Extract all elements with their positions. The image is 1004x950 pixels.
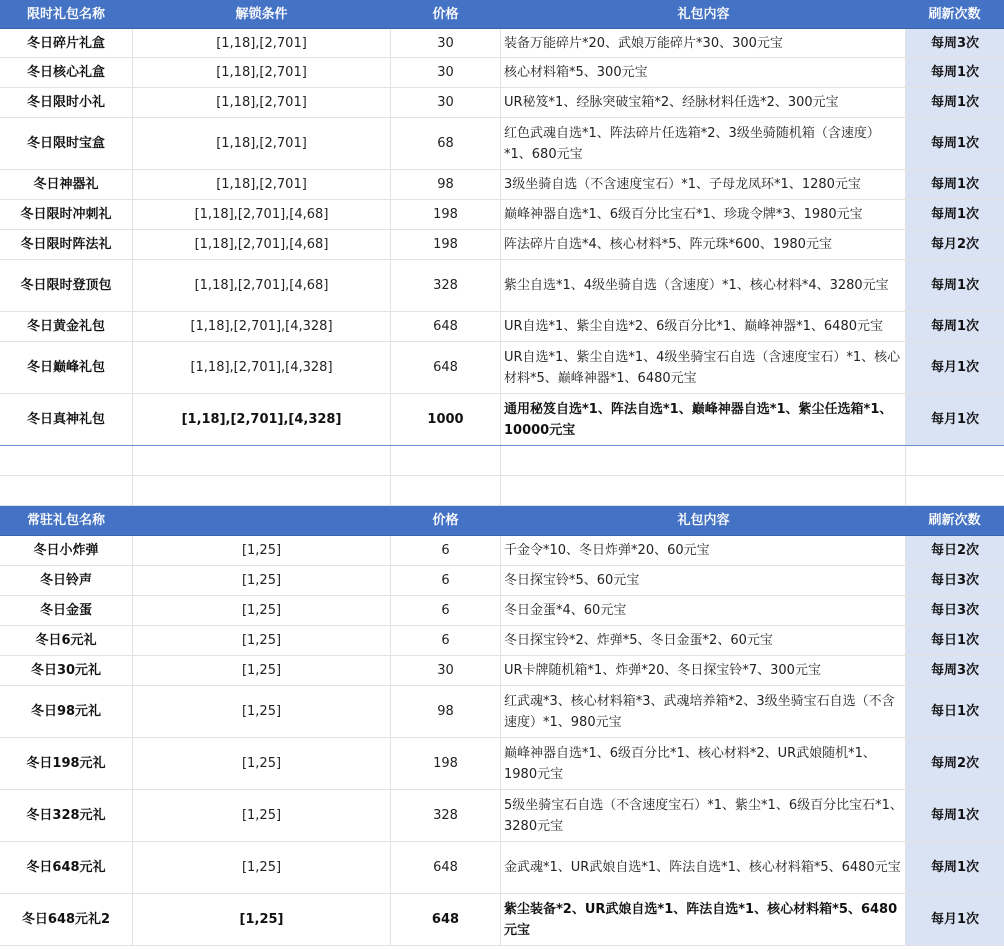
- pack-name-cell[interactable]: 冬日黄金礼包: [0, 312, 133, 341]
- unlock-cell[interactable]: [1,25]: [133, 738, 391, 789]
- table-row: [0, 118, 1004, 170]
- refresh-cell[interactable]: 每周1次: [906, 790, 1004, 841]
- pack-name-cell[interactable]: 冬日小炸弹: [0, 536, 133, 565]
- unlock-cell[interactable]: [1,18],[2,701]: [133, 29, 391, 57]
- pack-name-cell[interactable]: 冬日限时小礼: [0, 88, 133, 117]
- unlock-cell[interactable]: [1,25]: [133, 686, 391, 737]
- unlock-cell[interactable]: [1,18],[2,701],[4,328]: [133, 394, 391, 445]
- refresh-cell[interactable]: 每日1次: [906, 626, 1004, 655]
- header-content[interactable]: 礼包内容: [501, 0, 906, 28]
- table-row: [0, 842, 1004, 894]
- table-row: [0, 200, 1004, 230]
- unlock-cell[interactable]: [1,18],[2,701]: [133, 170, 391, 199]
- pack-name-cell[interactable]: 冬日648元礼: [0, 842, 133, 893]
- refresh-cell[interactable]: 每周1次: [906, 200, 1004, 229]
- table-row: [0, 738, 1004, 790]
- content-cell[interactable]: 巅峰神器自选*1、6级百分比宝石*1、珍珑令牌*3、1980元宝: [501, 200, 906, 229]
- content-cell[interactable]: 冬日探宝铃*2、炸弹*5、冬日金蛋*2、60元宝: [501, 626, 906, 655]
- header-pack-name[interactable]: 限时礼包名称: [0, 0, 133, 28]
- pack-name-cell[interactable]: 冬日98元礼: [0, 686, 133, 737]
- pack-name-cell[interactable]: 冬日6元礼: [0, 626, 133, 655]
- header-unlock-condition[interactable]: 解锁条件: [133, 0, 391, 28]
- empty-row: [0, 476, 1004, 506]
- pack-name-cell[interactable]: 冬日金蛋: [0, 596, 133, 625]
- content-cell[interactable]: 千金令*10、冬日炸弹*20、60元宝: [501, 536, 906, 565]
- price-cell[interactable]: 1000: [391, 394, 501, 445]
- content-cell[interactable]: UR自选*1、紫尘自选*2、6级百分比*1、巅峰神器*1、6480元宝: [501, 312, 906, 341]
- empty-cell[interactable]: [501, 476, 906, 505]
- content-cell[interactable]: UR秘笈*1、经脉突破宝箱*2、经脉材料任选*2、300元宝: [501, 88, 906, 117]
- pack-name-cell[interactable]: 冬日巅峰礼包: [0, 342, 133, 393]
- refresh-cell[interactable]: 每日3次: [906, 596, 1004, 625]
- pack-name-cell[interactable]: 冬日限时阵法礼: [0, 230, 133, 259]
- price-cell[interactable]: 6: [391, 536, 501, 565]
- content-cell[interactable]: 装备万能碎片*20、武娘万能碎片*30、300元宝: [501, 29, 906, 57]
- header-refresh[interactable]: 刷新次数: [906, 506, 1004, 535]
- price-cell[interactable]: 198: [391, 230, 501, 259]
- content-cell[interactable]: 紫尘装备*2、UR武娘自选*1、阵法自选*1、核心材料箱*5、6480元宝: [501, 894, 906, 945]
- table-row: [0, 58, 1004, 88]
- pack-name-cell[interactable]: 冬日648元礼2: [0, 894, 133, 945]
- refresh-cell[interactable]: 每日2次: [906, 536, 1004, 565]
- header-price[interactable]: 价格: [391, 0, 501, 28]
- refresh-cell[interactable]: 每月1次: [906, 894, 1004, 945]
- pack-name-cell[interactable]: 冬日198元礼: [0, 738, 133, 789]
- table-row: [0, 88, 1004, 118]
- table-row: [0, 170, 1004, 200]
- content-cell[interactable]: 冬日探宝铃*5、60元宝: [501, 566, 906, 595]
- content-cell[interactable]: 巅峰神器自选*1、6级百分比*1、核心材料*2、UR武娘随机*1、1980元宝: [501, 738, 906, 789]
- unlock-cell[interactable]: [1,25]: [133, 626, 391, 655]
- price-cell[interactable]: 30: [391, 58, 501, 87]
- refresh-cell[interactable]: 每月1次: [906, 394, 1004, 445]
- header-refresh[interactable]: 刷新次数: [906, 0, 1004, 28]
- price-cell[interactable]: 68: [391, 118, 501, 169]
- price-cell[interactable]: 6: [391, 596, 501, 625]
- unlock-cell[interactable]: [1,18],[2,701],[4,68]: [133, 200, 391, 229]
- empty-cell[interactable]: [0, 446, 133, 475]
- table-row: [0, 260, 1004, 312]
- pack-name-cell[interactable]: 冬日328元礼: [0, 790, 133, 841]
- refresh-cell[interactable]: 每周1次: [906, 842, 1004, 893]
- empty-row: [0, 446, 1004, 476]
- table-row: [0, 656, 1004, 686]
- content-cell[interactable]: 3级坐骑自选（不含速度宝石）*1、子母龙凤环*1、1280元宝: [501, 170, 906, 199]
- empty-cell[interactable]: [391, 446, 501, 475]
- price-cell[interactable]: 30: [391, 29, 501, 57]
- price-cell[interactable]: 30: [391, 88, 501, 117]
- content-cell[interactable]: 红武魂*3、核心材料箱*3、武魂培养箱*2、3级坐骑宝石自选（不含速度）*1、980元宝: [501, 686, 906, 737]
- table-row: [0, 790, 1004, 842]
- empty-cell[interactable]: [501, 446, 906, 475]
- price-cell[interactable]: 6: [391, 626, 501, 655]
- table-row: [0, 230, 1004, 260]
- pack-name-cell[interactable]: 冬日30元礼: [0, 656, 133, 685]
- pack-name-cell[interactable]: 冬日铃声: [0, 566, 133, 595]
- table-row: [0, 596, 1004, 626]
- unlock-cell[interactable]: [1,18],[2,701],[4,68]: [133, 260, 391, 311]
- pack-name-cell[interactable]: 冬日真神礼包: [0, 394, 133, 445]
- empty-cell[interactable]: [391, 476, 501, 505]
- content-cell[interactable]: UR自选*1、紫尘自选*1、4级坐骑宝石自选（含速度宝石）*1、核心材料*5、巅峰神器*1、6480元宝: [501, 342, 906, 393]
- table-row: [0, 536, 1004, 566]
- unlock-cell[interactable]: [1,18],[2,701],[4,328]: [133, 312, 391, 341]
- pack-name-cell[interactable]: 冬日神器礼: [0, 170, 133, 199]
- refresh-cell[interactable]: 每日3次: [906, 566, 1004, 595]
- unlock-cell[interactable]: [1,25]: [133, 790, 391, 841]
- content-cell[interactable]: 通用秘笈自选*1、阵法自选*1、巅峰神器自选*1、紫尘任选箱*1、10000元宝: [501, 394, 906, 445]
- table-row: [0, 312, 1004, 342]
- content-cell[interactable]: 阵法碎片自选*4、核心材料*5、阵元珠*600、1980元宝: [501, 230, 906, 259]
- empty-cell[interactable]: [0, 476, 133, 505]
- price-cell[interactable]: 6: [391, 566, 501, 595]
- pack-name-cell[interactable]: 冬日碎片礼盒: [0, 29, 133, 57]
- table-row: [0, 626, 1004, 656]
- refresh-cell[interactable]: 每周2次: [906, 738, 1004, 789]
- price-cell[interactable]: 98: [391, 686, 501, 737]
- refresh-cell[interactable]: 每周3次: [906, 656, 1004, 685]
- refresh-cell[interactable]: 每周1次: [906, 260, 1004, 311]
- table1-header-row: [0, 0, 1004, 29]
- pack-name-cell[interactable]: 冬日核心礼盒: [0, 58, 133, 87]
- pack-name-cell[interactable]: 冬日限时登顶包: [0, 260, 133, 311]
- refresh-cell[interactable]: 每日1次: [906, 686, 1004, 737]
- refresh-cell[interactable]: 每月2次: [906, 230, 1004, 259]
- header-price[interactable]: 价格: [391, 506, 501, 535]
- table-row: [0, 686, 1004, 738]
- unlock-cell[interactable]: [1,25]: [133, 536, 391, 565]
- refresh-cell[interactable]: 每周1次: [906, 170, 1004, 199]
- refresh-cell[interactable]: 每周1次: [906, 58, 1004, 87]
- content-cell[interactable]: 核心材料箱*5、300元宝: [501, 58, 906, 87]
- price-cell[interactable]: 648: [391, 894, 501, 945]
- table-row: [0, 566, 1004, 596]
- unlock-cell[interactable]: [1,18],[2,701]: [133, 118, 391, 169]
- refresh-cell[interactable]: 每周1次: [906, 118, 1004, 169]
- unlock-cell[interactable]: [1,25]: [133, 894, 391, 945]
- unlock-cell[interactable]: [1,25]: [133, 842, 391, 893]
- price-cell[interactable]: 648: [391, 342, 501, 393]
- price-cell[interactable]: 198: [391, 738, 501, 789]
- header-content[interactable]: 礼包内容: [501, 506, 906, 535]
- pack-name-cell[interactable]: 冬日限时冲刺礼: [0, 200, 133, 229]
- table2-header-row: [0, 506, 1004, 536]
- header-unlock-condition[interactable]: [133, 506, 391, 535]
- price-cell[interactable]: 98: [391, 170, 501, 199]
- unlock-cell[interactable]: [1,25]: [133, 566, 391, 595]
- refresh-cell[interactable]: 每周1次: [906, 312, 1004, 341]
- content-cell[interactable]: UR卡牌随机箱*1、炸弹*20、冬日探宝铃*7、300元宝: [501, 656, 906, 685]
- header-pack-name[interactable]: 常驻礼包名称: [0, 506, 133, 535]
- content-cell[interactable]: 5级坐骑宝石自选（不含速度宝石）*1、紫尘*1、6级百分比宝石*1、3280元宝: [501, 790, 906, 841]
- unlock-cell[interactable]: [1,18],[2,701]: [133, 88, 391, 117]
- price-cell[interactable]: 648: [391, 312, 501, 341]
- content-cell[interactable]: 红色武魂自选*1、阵法碎片任选箱*2、3级坐骑随机箱（含速度）*1、680元宝: [501, 118, 906, 169]
- content-cell[interactable]: 金武魂*1、UR武娘自选*1、阵法自选*1、核心材料箱*5、6480元宝: [501, 842, 906, 893]
- unlock-cell[interactable]: [1,25]: [133, 596, 391, 625]
- price-cell[interactable]: 30: [391, 656, 501, 685]
- pack-name-cell[interactable]: 冬日限时宝盒: [0, 118, 133, 169]
- unlock-cell[interactable]: [1,25]: [133, 656, 391, 685]
- price-cell[interactable]: 328: [391, 790, 501, 841]
- refresh-cell[interactable]: 每月1次: [906, 342, 1004, 393]
- empty-cell[interactable]: [133, 476, 391, 505]
- price-cell[interactable]: 198: [391, 200, 501, 229]
- price-cell[interactable]: 328: [391, 260, 501, 311]
- price-cell[interactable]: 648: [391, 842, 501, 893]
- empty-cell[interactable]: [906, 446, 1004, 475]
- refresh-cell[interactable]: 每周3次: [906, 29, 1004, 57]
- content-cell[interactable]: 冬日金蛋*4、60元宝: [501, 596, 906, 625]
- table-row: [0, 894, 1004, 946]
- empty-cell[interactable]: [906, 476, 1004, 505]
- table-row: [0, 342, 1004, 394]
- unlock-cell[interactable]: [1,18],[2,701]: [133, 58, 391, 87]
- table-row: [0, 394, 1004, 446]
- unlock-cell[interactable]: [1,18],[2,701],[4,68]: [133, 230, 391, 259]
- unlock-cell[interactable]: [1,18],[2,701],[4,328]: [133, 342, 391, 393]
- empty-cell[interactable]: [133, 446, 391, 475]
- refresh-cell[interactable]: 每周1次: [906, 88, 1004, 117]
- content-cell[interactable]: 紫尘自选*1、4级坐骑自选（含速度）*1、核心材料*4、3280元宝: [501, 260, 906, 311]
- table-row: [0, 29, 1004, 58]
